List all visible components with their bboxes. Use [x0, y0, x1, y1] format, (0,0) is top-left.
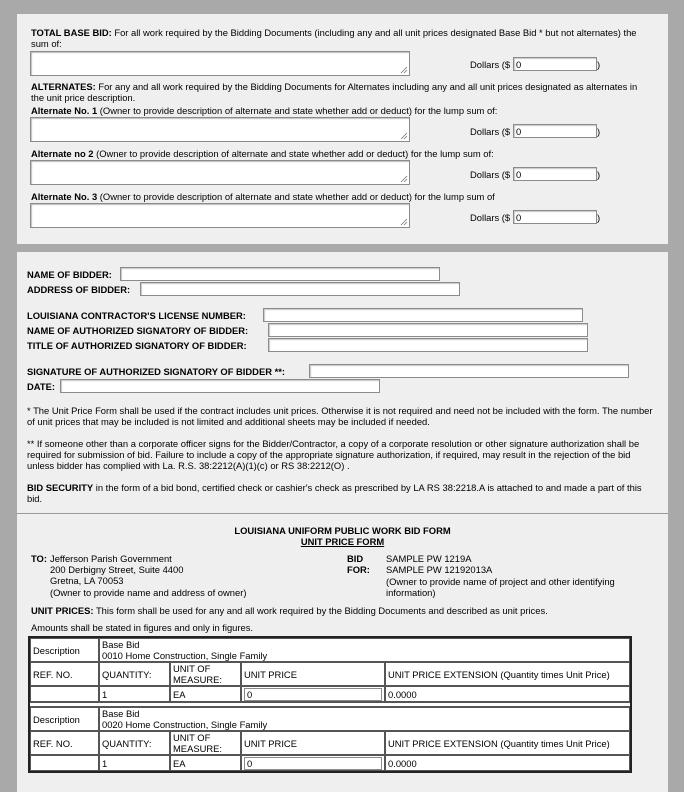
signatory-title-label: TITLE OF AUTHORIZED SIGNATORY OF BIDDER:: [27, 340, 247, 351]
item-description: [99, 707, 630, 731]
date-label: DATE:: [27, 381, 55, 392]
bid-amounts-panel: [17, 14, 668, 244]
unit-of-measure-header: UNIT OF MEASURE:: [170, 731, 241, 755]
base-bid-label: TOTAL BASE BID:: [31, 27, 112, 38]
unit-of-measure-cell: EA: [170, 755, 241, 771]
license-number-input[interactable]: [263, 308, 583, 322]
resize-grip-icon[interactable]: [400, 132, 408, 140]
alternate-1-dollars-input[interactable]: [513, 124, 597, 138]
ref-no-header: REF. NO.: [30, 662, 99, 686]
alternate-3-dollars-label: Dollars ($: [470, 212, 511, 223]
unit-price-input[interactable]: [244, 757, 382, 770]
alternates-label: ALTERNATES:: [31, 81, 96, 92]
owner-street: 200 Derbigny Street, Suite 4400: [50, 564, 184, 575]
license-number-label: LOUISIANA CONTRACTOR'S LICENSE NUMBER:: [27, 310, 246, 321]
unit-price-header: UNIT PRICE: [241, 731, 385, 755]
alternate-3-text: (Owner to provide description of alternate and state whether add or deduct) for the lump sum of: [97, 191, 495, 202]
project-instruction: (Owner to provide name of project and other identifying information): [386, 576, 615, 598]
item-description-row: [30, 638, 630, 662]
alternate-2-dollars-input[interactable]: [513, 167, 597, 181]
extension-header: UNIT PRICE EXTENSION (Quantity times Unit Price): [385, 731, 630, 755]
resize-grip-icon[interactable]: [400, 66, 408, 74]
item-description: [99, 638, 630, 662]
project-number: SAMPLE PW 12192013A: [386, 564, 493, 575]
extension-header: UNIT PRICE EXTENSION (Quantity times Unit Price): [385, 662, 630, 686]
base-bid-dollars-input[interactable]: [513, 57, 597, 71]
resize-grip-icon[interactable]: [400, 218, 408, 226]
item-header-row: [30, 731, 630, 755]
alternate-2-label: Alternate no 2: [31, 148, 94, 159]
signature-input[interactable]: [309, 364, 629, 378]
item-values-row: [30, 755, 630, 771]
unit-prices-description: [31, 605, 548, 616]
base-bid-words-textarea[interactable]: [30, 51, 410, 76]
amounts-instruction: Amounts shall be stated in figures and only in figures.: [31, 622, 254, 633]
form-subtitle: UNIT PRICE FORM: [300, 536, 385, 547]
quantity-header: QUANTITY:: [99, 662, 170, 686]
alternate-3-textarea[interactable]: [30, 203, 410, 228]
alternate-1-text: (Owner to provide description of alternate and state whether add or deduct) for the lump sum of:: [97, 105, 498, 116]
quantity-cell: 1: [99, 686, 170, 702]
unit-price-header: UNIT PRICE: [241, 662, 385, 686]
to-label: TO:: [31, 553, 47, 564]
bid-security-label: BID SECURITY: [27, 482, 94, 493]
alternate-3-description: [31, 191, 495, 202]
for-label: FOR:: [347, 564, 370, 575]
owner-instruction: (Owner to provide name and address of owner): [50, 587, 247, 598]
bidder-name-label: NAME OF BIDDER:: [27, 269, 112, 280]
signatory-name-input[interactable]: [268, 323, 588, 337]
base-bid-description: [31, 27, 641, 49]
item-description-line2: 0010 Home Construction, Single Family: [102, 650, 268, 661]
alternate-3-label: Alternate No. 3: [31, 191, 98, 202]
unit-prices-text: This form shall be used for any and all work required by the Bidding Documents and described as unit prices.: [93, 605, 548, 616]
extension-cell: 0.0000: [385, 686, 630, 702]
bidder-name-input[interactable]: [120, 267, 440, 281]
alternate-3-dollars-input[interactable]: [513, 210, 597, 224]
signatory-authorization-note: ** If someone other than a corporate officer signs for the Bidder/Contractor, a copy of a corporate resolution or other signature authorization shall be required for submission of bid. Failure to include a copy of the appropriate signature authorization, if required, may result in the rejection of the bid unless bidder has complied with La. R.S. 38:2212(A)(1)(c) or RS 38:2212(O) .: [27, 438, 640, 471]
unit-price-note: * The Unit Price Form shall be used if the contract includes unit prices. Otherwise it is not required and need not be included with the form. The number of unit prices that may be included is not limited and additional sheets may be included if needed.: [27, 405, 653, 427]
alternate-1-dollars-label: Dollars ($: [470, 126, 511, 137]
owner-city: Gretna, LA 70053: [50, 575, 124, 586]
signatory-name-label: NAME OF AUTHORIZED SIGNATORY OF BIDDER:: [27, 325, 249, 336]
item-header-row: [30, 662, 630, 686]
unit-price-input[interactable]: [244, 688, 382, 701]
ref-no-header: REF. NO.: [30, 731, 99, 755]
quantity-cell: 1: [99, 755, 170, 771]
item-description-row: [30, 707, 630, 731]
alternate-1-label: Alternate No. 1: [31, 105, 98, 116]
unit-price-cell: [241, 686, 385, 702]
form-title: LOUISIANA UNIFORM PUBLIC WORK BID FORM: [234, 525, 451, 536]
bidder-address-label: ADDRESS OF BIDDER:: [27, 284, 131, 295]
base-bid-text: For all work required by the Bidding Documents (including any and all unit prices designated Base Bid * but not alternates) the sum of:: [31, 27, 637, 49]
bid-security-text: in the form of a bid bond, certified check or cashier's check as prescribed by LA RS 38:2218.A is attached to and made a part of this bid.: [27, 482, 642, 504]
unit-of-measure-header: UNIT OF MEASURE:: [170, 662, 241, 686]
alternate-2-dollars-label: Dollars ($: [470, 169, 511, 180]
quantity-header: QUANTITY:: [99, 731, 170, 755]
unit-price-table: [28, 636, 632, 773]
base-bid-dollars-label: Dollars ($: [470, 59, 511, 70]
description-header: Description: [30, 707, 99, 731]
item-description-line1: Base Bid: [102, 708, 140, 719]
project-name: SAMPLE PW 1219A: [386, 553, 472, 564]
item-description-line2: 0020 Home Construction, Single Family: [102, 719, 268, 730]
alternate-3-close-paren: ): [597, 212, 601, 223]
item-description-line1: Base Bid: [102, 639, 140, 650]
signatory-title-input[interactable]: [268, 338, 588, 352]
unit-prices-label: UNIT PRICES:: [31, 605, 94, 616]
bid-label: BID: [347, 553, 364, 564]
alternates-text: For any and all work required by the Bidding Documents for Alternates including any and all unit prices designated as alternates in the unit price description.: [31, 81, 638, 103]
signature-label: SIGNATURE OF AUTHORIZED SIGNATORY OF BIDDER **:: [27, 366, 285, 377]
bidder-address-input[interactable]: [140, 282, 460, 296]
section-divider: [17, 513, 668, 514]
description-header: Description: [30, 638, 99, 662]
bidder-info-panel: [17, 252, 668, 792]
alternate-2-textarea[interactable]: [30, 160, 410, 185]
alternate-1-description: [31, 105, 497, 116]
alternate-1-textarea[interactable]: [30, 117, 410, 142]
bid-security-note: [27, 482, 659, 504]
owner-name: Jefferson Parish Government: [50, 553, 172, 564]
ref-no-cell: [30, 755, 99, 771]
base-bid-close-paren: ): [597, 59, 601, 70]
ref-no-cell: [30, 686, 99, 702]
unit-price-cell: [241, 755, 385, 771]
item-values-row: [30, 686, 630, 702]
alternates-description: [31, 81, 651, 103]
date-input[interactable]: [60, 379, 380, 393]
resize-grip-icon[interactable]: [400, 175, 408, 183]
extension-cell: 0.0000: [385, 755, 630, 771]
alternate-2-text: (Owner to provide description of alternate and state whether add or deduct) for the lump sum of:: [93, 148, 494, 159]
alternate-2-description: [31, 148, 494, 159]
unit-of-measure-cell: EA: [170, 686, 241, 702]
alternate-1-close-paren: ): [597, 126, 601, 137]
alternate-2-close-paren: ): [597, 169, 601, 180]
